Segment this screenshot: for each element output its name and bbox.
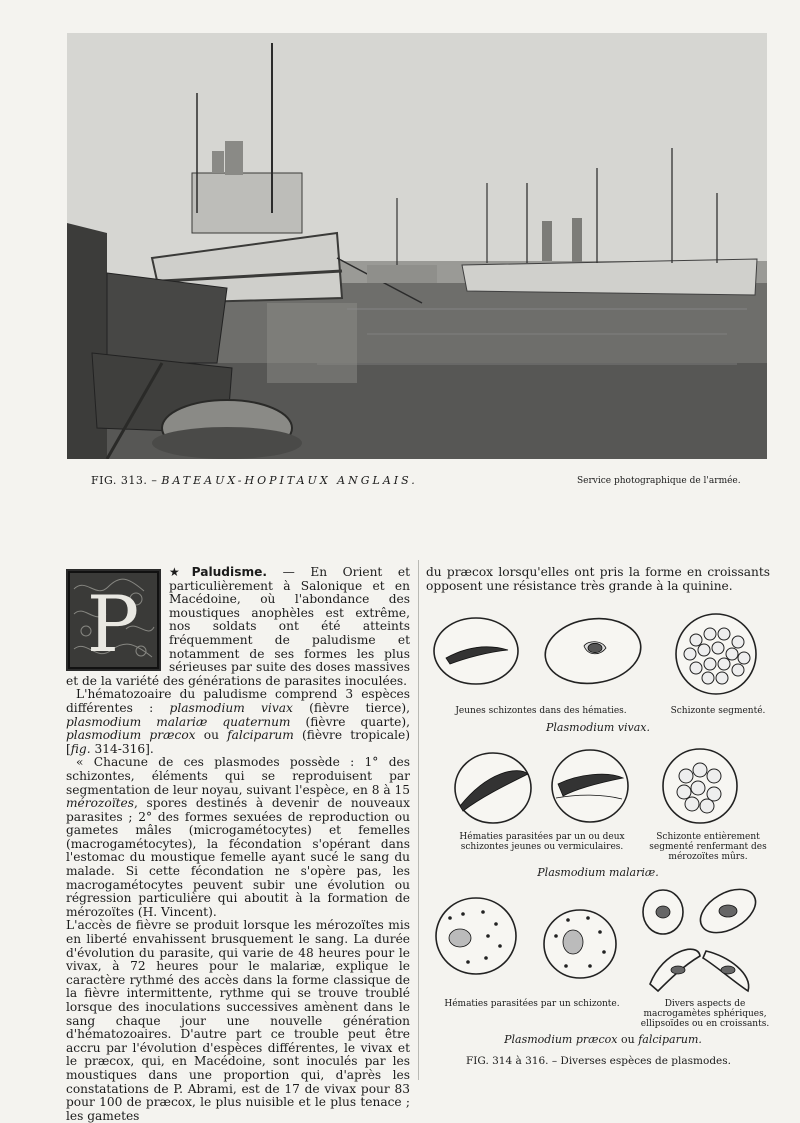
article-right-continuation: du præcox lorsqu'elles ont pris la forme en croissants opposent une résistance très grande à la quinine. [426,565,770,593]
schizontes-paragraph: « Chacune de ces plasmodes possède : 1° des schizontes, éléments qui se reproduisent par segmentation de leur noyau, suivant l'espèce, en 8 à 15 mérozoïtes, spores destinés à devenir de nouveaux parasites ; 2° des formes sexuées de reproduction ou gametes mâles (microgamétocytes) et femelles (macrogamétocytes), la fécondation s'opérant dans l'estomac du moustique femelle ayant sucé le sang du malade. Si cette fécondation ne s'opère pas, les macrogamétocytes peuvent subir une évolution ou régression particulière qui aboutit à la formation de mérozoïtes (H. Vincent). [66,755,410,919]
figure-314-316-caption [466,1055,731,1067]
fever-paragraph: L'accès de fièvre se produit lorsque les mérozoïtes mis en liberté envahissent brusquement le sang. La durée d'évolution du parasite, qui varie de 48 heures pour le vivax, à 72 heures pour le malariæ, explique le caractère rythmé des accès dans la forme classique de la fièvre intermittente, rythme qui se trouve troublé lorsque des inoculations successives amènent dans le sang chaque jour une nouvelle génération d'hématozoaires. D'autre part ce trouble peut être accru par l'évolution d'espèces différentes, le vivax et le præcox, qui, en Macédoine, sont inoculés par les moustiques dans une proportion qui, d'après les constatations de P. Abrami, est de 17 de vivax pour 83 pour 100 de præcox, le plus nuisible et le plus tenace ; les gametes [66,918,410,1123]
dropcap-letter: P [86,580,140,670]
figure-313-credit: Service photographique de l'armée. [577,476,741,486]
star-symbol: ★ [169,565,192,579]
column-divider [418,560,419,1080]
section-heading: Paludisme. [191,565,268,579]
ornamental-dropcap [66,569,161,671]
hospital-ships-photo [67,33,767,459]
caption-praecox-macrogametes: Divers aspects de macrogamètes sphériques, ellipsoïdes ou en croissants. [640,999,770,1029]
figure-314-316-text: – Diverses espèces de plasmodes. [548,1055,731,1067]
plasmodes-figure [428,606,772,1076]
article-left-column [66,566,410,1123]
species-malariae: Plasmodium malariæ. [537,866,659,879]
species-vivax: Plasmodium vivax. [546,721,650,734]
figure-313-caption [91,474,418,487]
praecox-cell-1 [436,898,516,974]
caption-vivax-segmented: Schizonte segmenté. [670,706,766,716]
caption-vivax-young: Jeunes schizontes dans des hématies. [455,706,627,716]
caption-praecox-schizonte: Hématies parasitées par un schizonte. [444,999,620,1009]
species-praecox: Plasmodium præcox ou falciparum. [504,1033,702,1046]
figure-313-label: FIG. 313. – [91,474,158,487]
species-paragraph: L'hématozoaire du paludisme comprend 3 espèces différentes : plasmodium vivax (fièvre tierce), plasmodium malariæ quaternum (fièvre quarte), plasmodium præcox ou falciparum (fièvre tropicale) [fig. 314-316]. [66,687,410,756]
caption-malariae-segmented: Schizonte entièrement segmenté renfermant des mérozoïtes mûrs. [649,832,767,862]
figure-314-316-label: FIG. 314 à 316. [466,1055,549,1067]
figure-313-title: BATEAUX-HOPITAUX ANGLAIS. [161,474,418,487]
caption-malariae-young: Hématies parasitées par un ou deux schizontes jeunes ou vermiculaires. [459,832,625,852]
intro-text: — En Orient et particulièrement à Salonique et en Macédoine, où l'abondance des moustiques anophèles est extrême, nos soldats ont été atteints fréquemment de paludisme et notamment de ses formes les plus sérieuses par suite des doses massives et de la variété des générations de parasites inoculées. [66,565,410,688]
